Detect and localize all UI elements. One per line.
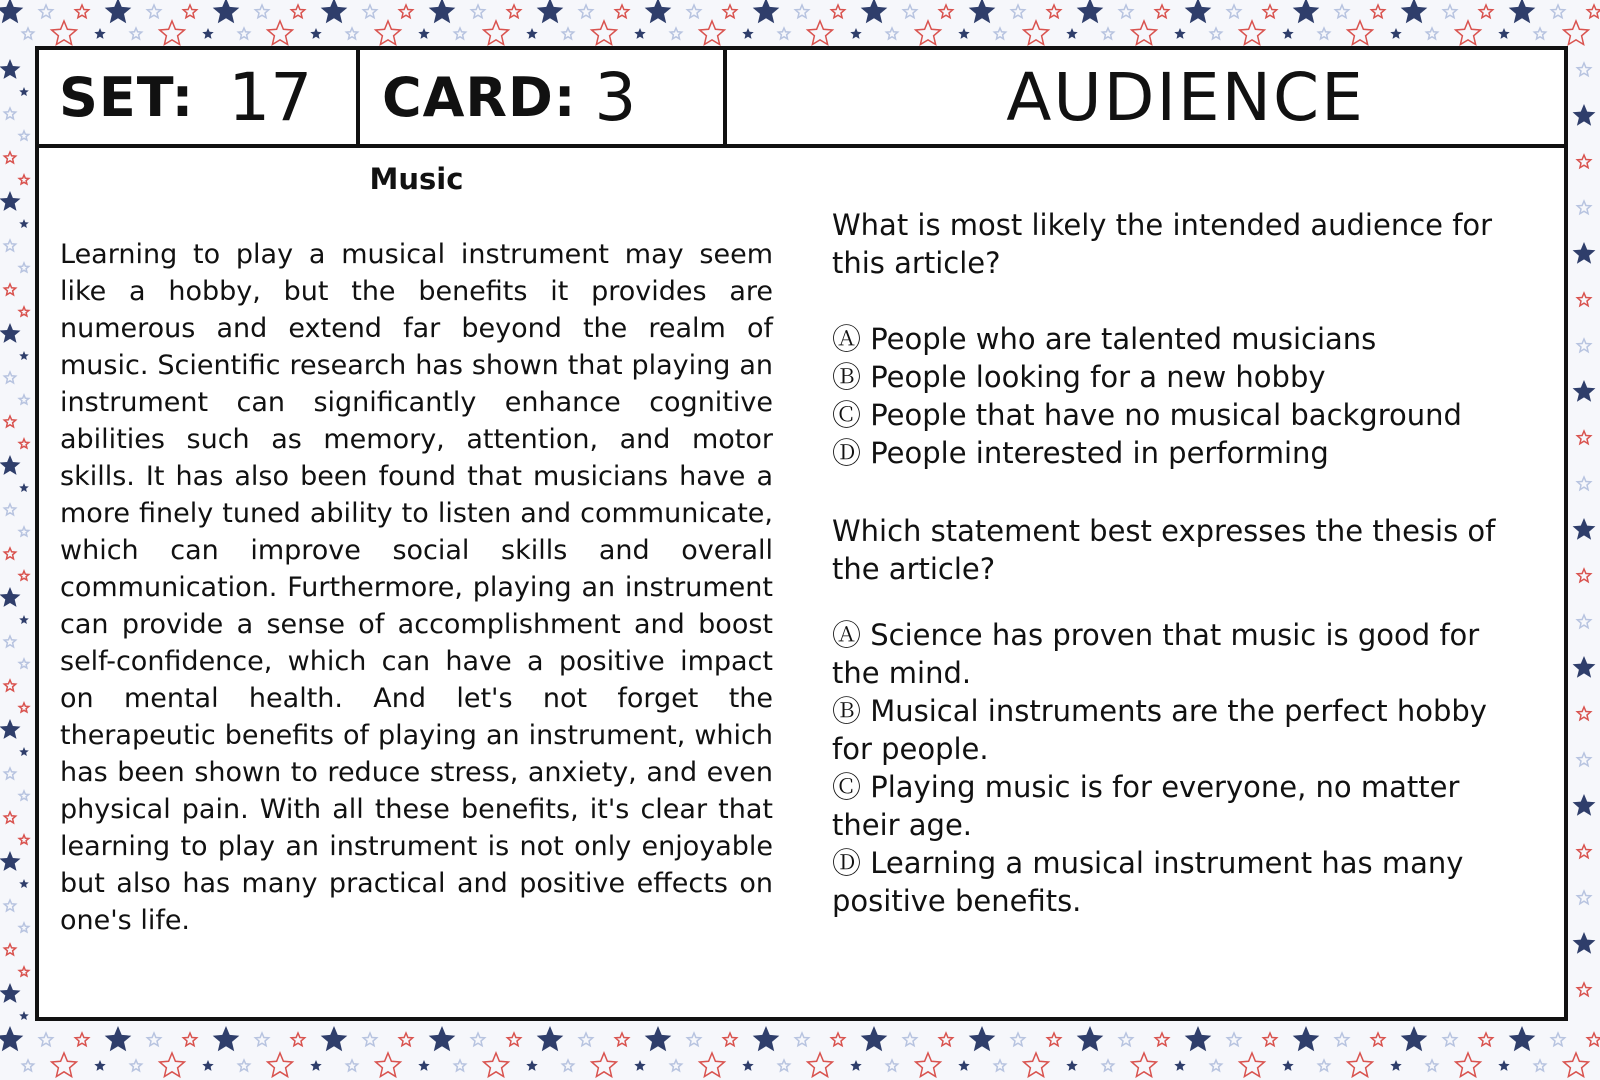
decorative-star (507, 5, 520, 18)
decorative-star (19, 703, 29, 712)
decorative-star (0, 983, 21, 1003)
decorative-star (147, 5, 160, 18)
decorative-star (1551, 1033, 1564, 1046)
decorative-star (592, 21, 617, 45)
decorative-star (363, 5, 376, 18)
decorative-star (723, 5, 736, 18)
decorative-star (1011, 5, 1024, 18)
card-title: AUDIENCE (1006, 58, 1365, 136)
decorative-star (615, 1033, 628, 1046)
decorative-star (1479, 1033, 1492, 1046)
decorative-star (562, 1060, 573, 1071)
decorative-star (75, 5, 88, 18)
decorative-star (526, 1060, 537, 1071)
decorative-star (4, 944, 15, 955)
decorative-star (1077, 1026, 1104, 1051)
set-number: 17 (228, 58, 313, 136)
decorative-star (1047, 1033, 1060, 1046)
decorative-star (808, 21, 833, 45)
decorative-star (723, 1033, 736, 1046)
answer-option-d[interactable]: Ⓓ People interested in performing (832, 436, 1329, 470)
card-body (39, 148, 1564, 1017)
decorative-star (562, 28, 573, 39)
decorative-star (850, 28, 861, 39)
decorative-star (39, 5, 52, 18)
decorative-star (363, 1033, 376, 1046)
decorative-star (1573, 104, 1596, 126)
decorative-star (183, 1033, 196, 1046)
decorative-star (471, 1033, 484, 1046)
decorative-star (160, 1053, 185, 1077)
decorative-star (4, 900, 15, 911)
decorative-star (4, 504, 15, 515)
decorative-star (183, 5, 196, 18)
decorative-star (1577, 845, 1590, 858)
decorative-star (22, 28, 33, 39)
question-1: What is most likely the intended audience for this article? (832, 208, 1493, 280)
answer-option-b[interactable]: Ⓑ Musical instruments are the perfect hobby for people. (832, 694, 1487, 766)
decorative-star (634, 1060, 645, 1071)
decorative-star (1047, 5, 1060, 18)
decorative-star (39, 1033, 52, 1046)
decorative-star (1066, 1060, 1077, 1071)
decorative-star (19, 835, 29, 844)
decorative-star (19, 483, 29, 492)
decorative-star (1587, 5, 1600, 18)
decorative-star (670, 28, 681, 39)
decorative-star (1335, 1033, 1348, 1046)
decorative-star (1174, 1060, 1185, 1071)
decorative-star (4, 636, 15, 647)
decorative-star (1282, 28, 1293, 39)
title-cell (727, 50, 1564, 144)
decorative-star (537, 1026, 564, 1051)
decorative-star (753, 1026, 780, 1051)
decorative-star (850, 1060, 861, 1071)
decorative-star (268, 21, 293, 45)
decorative-star (1318, 28, 1329, 39)
decorative-star (1577, 891, 1590, 904)
decorative-star (213, 0, 240, 23)
decorative-star (376, 1053, 401, 1077)
decorative-star (1534, 28, 1545, 39)
decorative-star (1263, 5, 1276, 18)
decorative-star (346, 1060, 357, 1071)
decorative-star (916, 1053, 941, 1077)
decorative-star (255, 1033, 268, 1046)
card-label: CARD: (382, 65, 577, 129)
decorative-star (1240, 21, 1265, 45)
decorative-star (1066, 28, 1077, 39)
decorative-star (19, 219, 29, 228)
decorative-star (1371, 5, 1384, 18)
decorative-star (526, 28, 537, 39)
decorative-star (969, 1026, 996, 1051)
decorative-star (1577, 615, 1590, 628)
decorative-star (0, 851, 21, 871)
decorative-star (429, 0, 456, 23)
decorative-star (4, 416, 15, 427)
decorative-star (1577, 293, 1590, 306)
question-2-options (832, 616, 1522, 920)
decorative-star (1573, 518, 1596, 540)
decorative-star (471, 5, 484, 18)
card-header (39, 50, 1564, 148)
decorative-star (1577, 63, 1590, 76)
decorative-star (1024, 21, 1049, 45)
decorative-star (429, 1026, 456, 1051)
decorative-star (19, 791, 29, 800)
decorative-star (670, 1060, 681, 1071)
set-label: SET: (59, 65, 195, 129)
decorative-star (1024, 1053, 1049, 1077)
decorative-star (808, 1053, 833, 1077)
decorative-star (1577, 477, 1590, 490)
decorative-star (1174, 28, 1185, 39)
decorative-star (1479, 5, 1492, 18)
decorative-star (0, 0, 23, 23)
decorative-star (1335, 5, 1348, 18)
decorative-star (19, 659, 29, 668)
decorative-star (1456, 1053, 1481, 1077)
decorative-star (958, 28, 969, 39)
decorative-star (1185, 1026, 1212, 1051)
decorative-star (4, 240, 15, 251)
decorative-star (52, 21, 77, 45)
decorative-star (1577, 707, 1590, 720)
decorative-star (615, 5, 628, 18)
decorative-star (1564, 1053, 1589, 1077)
decorative-star (484, 1053, 509, 1077)
decorative-star (19, 175, 29, 184)
decorative-star (0, 587, 21, 607)
decorative-star (19, 747, 29, 756)
decorative-star (507, 1033, 520, 1046)
decorative-star (255, 5, 268, 18)
decorative-star (1443, 1033, 1456, 1046)
decorative-star (160, 21, 185, 45)
decorative-star (268, 1053, 293, 1077)
decorative-star (634, 28, 645, 39)
decorative-star (831, 1033, 844, 1046)
decorative-star (4, 152, 15, 163)
decorative-star (753, 0, 780, 23)
decorative-star (1390, 1060, 1401, 1071)
decorative-star (579, 1033, 592, 1046)
decorative-star (537, 0, 564, 23)
card-cell (360, 50, 727, 144)
decorative-star (19, 1011, 29, 1020)
decorative-star (1498, 28, 1509, 39)
decorative-star (1282, 1060, 1293, 1071)
decorative-star (130, 28, 141, 39)
decorative-star (861, 1026, 888, 1051)
decorative-star (886, 1060, 897, 1071)
decorative-star (202, 1060, 213, 1071)
decorative-star (742, 28, 753, 39)
decorative-star (1498, 1060, 1509, 1071)
decorative-star (4, 680, 15, 691)
decorative-star (1210, 1060, 1221, 1071)
decorative-star (886, 28, 897, 39)
decorative-star (105, 0, 132, 23)
decorative-star (1371, 1033, 1384, 1046)
decorative-star (1263, 1033, 1276, 1046)
decorative-star (1132, 21, 1157, 45)
decorative-star (19, 615, 29, 624)
decorative-star (19, 527, 29, 536)
decorative-star (645, 0, 672, 23)
answer-option-c[interactable]: Ⓒ People that have no musical background (832, 398, 1462, 432)
decorative-star (19, 967, 29, 976)
decorative-star (994, 28, 1005, 39)
decorative-star (939, 1033, 952, 1046)
decorative-star (0, 455, 21, 475)
decorative-star (1443, 5, 1456, 18)
decorative-star (1534, 1060, 1545, 1071)
decorative-star (399, 1033, 412, 1046)
decorative-star (687, 5, 700, 18)
decorative-star (958, 1060, 969, 1071)
decorative-star (0, 719, 21, 739)
decorative-star (202, 28, 213, 39)
decorative-star (19, 439, 29, 448)
decorative-star (1210, 28, 1221, 39)
decorative-star (687, 1033, 700, 1046)
question-1-options (832, 320, 1522, 472)
decorative-star (4, 108, 15, 119)
decorative-star (795, 5, 808, 18)
decorative-star (310, 28, 321, 39)
decorative-star (1348, 21, 1373, 45)
decorative-star (19, 923, 29, 932)
decorative-star (700, 1053, 725, 1077)
decorative-star (0, 191, 21, 211)
decorative-star (105, 1026, 132, 1051)
decorative-star (1577, 569, 1590, 582)
decorative-star (1318, 1060, 1329, 1071)
decorative-star (1077, 0, 1104, 23)
decorative-star (1577, 201, 1590, 214)
decorative-star (0, 59, 21, 79)
decorative-star (130, 1060, 141, 1071)
decorative-star (4, 284, 15, 295)
decorative-star (1577, 753, 1590, 766)
decorative-star (19, 395, 29, 404)
decorative-star (238, 1060, 249, 1071)
decorative-star (1155, 1033, 1168, 1046)
decorative-star (1577, 983, 1590, 996)
decorative-star (1293, 0, 1320, 23)
answer-option-c[interactable]: Ⓒ Playing music is for everyone, no matter their age. (832, 770, 1460, 842)
decorative-star (1102, 28, 1113, 39)
decorative-star (1426, 28, 1437, 39)
decorative-star (1155, 5, 1168, 18)
decorative-star (52, 1053, 77, 1077)
decorative-star (94, 1060, 105, 1071)
decorative-star (1577, 155, 1590, 168)
decorative-star (1587, 1033, 1600, 1046)
decorative-star (1573, 932, 1596, 954)
decorative-star (1227, 5, 1240, 18)
decorative-star (213, 1026, 240, 1051)
decorative-star (19, 263, 29, 272)
decorative-star (1456, 21, 1481, 45)
decorative-star (484, 21, 509, 45)
questions-panel (832, 206, 1522, 920)
answer-option-a[interactable]: Ⓐ People who are talented musicians (832, 322, 1377, 356)
decorative-star (418, 28, 429, 39)
article-title: Music (369, 162, 464, 196)
decorative-star (147, 1033, 160, 1046)
decorative-star (592, 1053, 617, 1077)
decorative-star (1185, 0, 1212, 23)
decorative-star (1240, 1053, 1265, 1077)
decorative-star (19, 879, 29, 888)
decorative-star (19, 571, 29, 580)
decorative-star (454, 28, 465, 39)
decorative-star (1509, 1026, 1536, 1051)
decorative-star (310, 1060, 321, 1071)
decorative-star (399, 5, 412, 18)
decorative-star (903, 5, 916, 18)
decorative-star (1293, 1026, 1320, 1051)
decorative-star (346, 28, 357, 39)
decorative-star (1119, 5, 1132, 18)
article-panel (60, 162, 773, 939)
decorative-star (4, 372, 15, 383)
decorative-star (19, 131, 29, 140)
decorative-star (778, 1060, 789, 1071)
decorative-star (903, 1033, 916, 1046)
decorative-star (291, 1033, 304, 1046)
decorative-star (1390, 28, 1401, 39)
decorative-star (19, 87, 29, 96)
decorative-star (994, 1060, 1005, 1071)
decorative-star (19, 351, 29, 360)
card-number: 3 (594, 58, 637, 136)
decorative-star (778, 28, 789, 39)
set-cell (39, 50, 360, 144)
answer-option-d[interactable]: Ⓓ Learning a musical instrument has many positive benefits. (832, 846, 1464, 918)
decorative-star (1132, 1053, 1157, 1077)
decorative-star (1401, 0, 1428, 23)
decorative-star (4, 768, 15, 779)
decorative-star (1102, 1060, 1113, 1071)
task-card (35, 46, 1568, 1021)
decorative-star (291, 5, 304, 18)
decorative-star (579, 5, 592, 18)
decorative-star (1573, 794, 1596, 816)
decorative-star (1551, 5, 1564, 18)
decorative-star (1573, 656, 1596, 678)
decorative-star (1227, 1033, 1240, 1046)
decorative-star (795, 1033, 808, 1046)
question-2: Which statement best expresses the thesis of the article? (832, 514, 1496, 586)
decorative-star (22, 1060, 33, 1071)
decorative-star (321, 1026, 348, 1051)
decorative-star (1573, 380, 1596, 402)
answer-option-b[interactable]: Ⓑ People looking for a new hobby (832, 360, 1326, 394)
decorative-star (19, 307, 29, 316)
decorative-star (1577, 431, 1590, 444)
decorative-star (742, 1060, 753, 1071)
decorative-star (0, 323, 21, 343)
decorative-star (1564, 21, 1589, 45)
article-text: Learning to play a musical instrument may seem like a hobby, but the benefits it provides are numerous and extend far beyond the realm of music. Scientific research has shown that playing an instrument can significantly enhance cognitive abilities such as memory, attention, and motor skills. It has also been found that musicians have a more finely tuned ability to listen and communicate, which can improve social skills and overall communication. Furthermore, playing an instrument can provide a sense of accomplishment and boost self-confidence, which can have a positive impact on mental health. And let's not forget the therapeutic benefits of playing an instrument, which has been shown to reduce stress, anxiety, and even physical pain. With all these benefits, it's clear that learning to play an instrument is not only enjoyable but also has many practical and positive effects on one's life. (60, 239, 773, 936)
decorative-star (238, 28, 249, 39)
decorative-star (1119, 1033, 1132, 1046)
decorative-star (1573, 242, 1596, 264)
decorative-star (376, 21, 401, 45)
decorative-star (75, 1033, 88, 1046)
decorative-star (645, 1026, 672, 1051)
decorative-star (1426, 1060, 1437, 1071)
decorative-star (94, 28, 105, 39)
decorative-star (831, 5, 844, 18)
decorative-star (4, 548, 15, 559)
decorative-star (1011, 1033, 1024, 1046)
decorative-star (1348, 1053, 1373, 1077)
decorative-star (1509, 0, 1536, 23)
decorative-star (969, 0, 996, 23)
answer-option-a[interactable]: Ⓐ Science has proven that music is good for the mind. (832, 618, 1480, 690)
decorative-star (418, 1060, 429, 1071)
decorative-star (700, 21, 725, 45)
decorative-star (861, 0, 888, 23)
decorative-star (916, 21, 941, 45)
decorative-star (0, 1026, 23, 1051)
decorative-star (1577, 339, 1590, 352)
decorative-star (454, 1060, 465, 1071)
decorative-star (1401, 1026, 1428, 1051)
decorative-star (939, 5, 952, 18)
decorative-star (4, 812, 15, 823)
decorative-star (321, 0, 348, 23)
